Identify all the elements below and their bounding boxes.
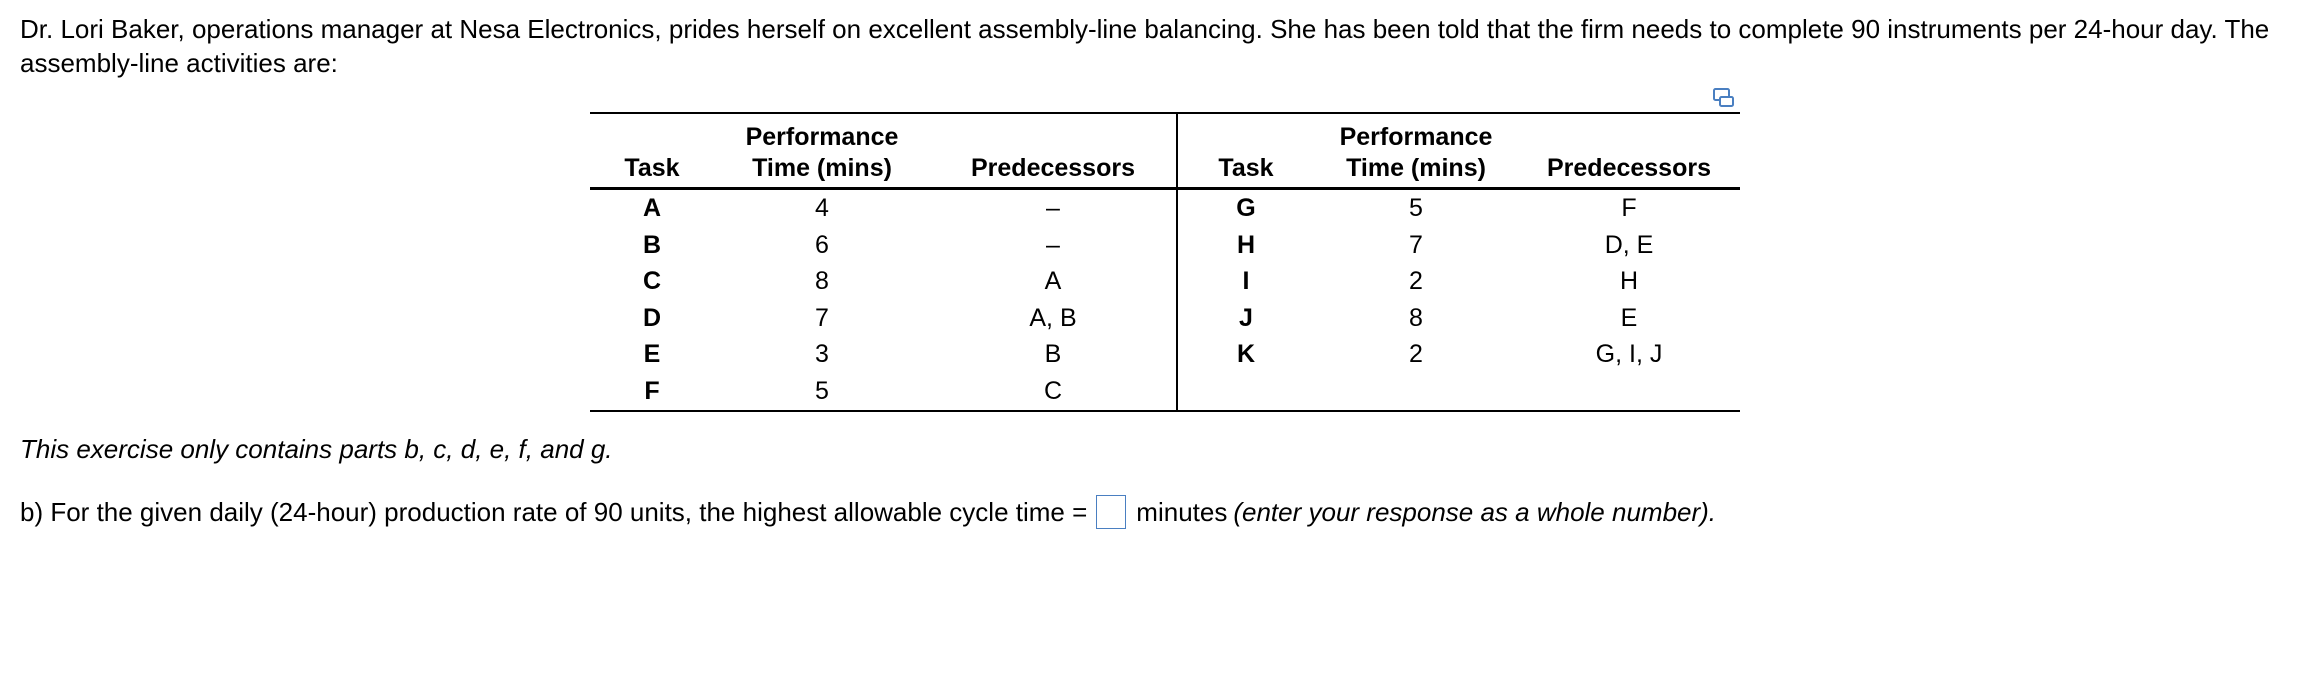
predecessors-cell: G, I, J	[1595, 340, 1663, 369]
activities-table-right-grid	[1178, 114, 1740, 373]
time-cell: 4	[815, 194, 829, 223]
question-b-unit: minutes	[1136, 496, 1228, 527]
table-row	[1178, 189, 1740, 227]
header-time-line2: Time (mins)	[752, 154, 892, 182]
exercise-note: This exercise only contains parts b, c, d, e, f, and g.	[20, 434, 613, 464]
time-cell: 7	[1409, 230, 1423, 259]
time-cell: 2	[1409, 267, 1423, 296]
time-cell: 2	[1409, 340, 1423, 369]
header-time-line1: Performance	[745, 123, 899, 151]
header-task: Task	[590, 114, 714, 189]
activities-table-left-grid	[590, 114, 1176, 409]
predecessors-cell: B	[1044, 340, 1062, 369]
time-cell: 7	[815, 303, 829, 332]
table-row	[590, 227, 1176, 264]
time-cell: 8	[815, 267, 829, 296]
cycle-time-input[interactable]	[1096, 495, 1126, 529]
table-row	[590, 189, 1176, 227]
predecessors-cell: E	[1620, 303, 1638, 332]
table-row	[590, 300, 1176, 337]
task-cell: E	[643, 340, 661, 369]
table-row	[590, 336, 1176, 373]
predecessors-cell: A, B	[1029, 303, 1077, 332]
header-predecessors: Predecessors	[930, 114, 1176, 189]
header-predecessors: Predecessors	[1518, 114, 1740, 189]
left-table-body	[590, 189, 1176, 410]
activities-table-left	[590, 114, 1176, 410]
header-performance-time	[1314, 114, 1518, 189]
expand-table-icon[interactable]	[1712, 86, 1736, 110]
right-table-body	[1178, 189, 1740, 373]
predecessors-cell: –	[1046, 194, 1060, 223]
header-time-line2: Time (mins)	[1346, 154, 1486, 182]
task-cell: F	[644, 376, 660, 405]
header-performance-time	[714, 114, 930, 189]
time-cell: 5	[815, 376, 829, 405]
activities-table	[590, 112, 1740, 412]
question-b	[20, 495, 1716, 529]
task-cell: K	[1236, 340, 1256, 369]
task-cell: C	[642, 267, 662, 296]
table-row	[1178, 300, 1740, 337]
time-cell: 8	[1409, 303, 1423, 332]
task-cell: B	[642, 230, 662, 259]
table-header-row	[1178, 114, 1740, 189]
table-row	[1178, 263, 1740, 300]
problem-intro: Dr. Lori Baker, operations manager at Nesa Electronics, prides herself on excellent assembly-line balancing. She has been told that the firm needs to complete 90 instruments per 24-hour day. The assembly-line activities are:	[20, 14, 2270, 78]
question-b-hint: (enter your response as a whole number).	[1233, 496, 1717, 527]
predecessors-cell: D, E	[1604, 230, 1654, 259]
predecessors-cell: A	[1044, 267, 1062, 296]
time-cell: 6	[815, 230, 829, 259]
table-header-row	[590, 114, 1176, 189]
header-task: Task	[1178, 114, 1314, 189]
table-row	[1178, 336, 1740, 373]
table-row	[1178, 227, 1740, 264]
predecessors-cell: H	[1619, 267, 1639, 296]
task-cell: J	[1239, 303, 1253, 332]
task-cell: I	[1242, 267, 1250, 296]
time-cell: 3	[815, 340, 829, 369]
task-cell: G	[1236, 194, 1256, 223]
activities-table-right	[1178, 114, 1740, 410]
task-cell: D	[642, 303, 662, 332]
predecessors-cell: C	[1043, 376, 1063, 405]
question-b-text: b) For the given daily (24-hour) production rate of 90 units, the highest allowable cycle time =	[20, 496, 1088, 527]
header-time-line1: Performance	[1339, 123, 1493, 151]
table-row	[590, 373, 1176, 410]
predecessors-cell: F	[1621, 194, 1637, 223]
predecessors-cell: –	[1046, 230, 1060, 259]
table-row	[590, 263, 1176, 300]
task-cell: A	[642, 194, 662, 223]
time-cell: 5	[1409, 194, 1423, 223]
task-cell: H	[1236, 230, 1256, 259]
